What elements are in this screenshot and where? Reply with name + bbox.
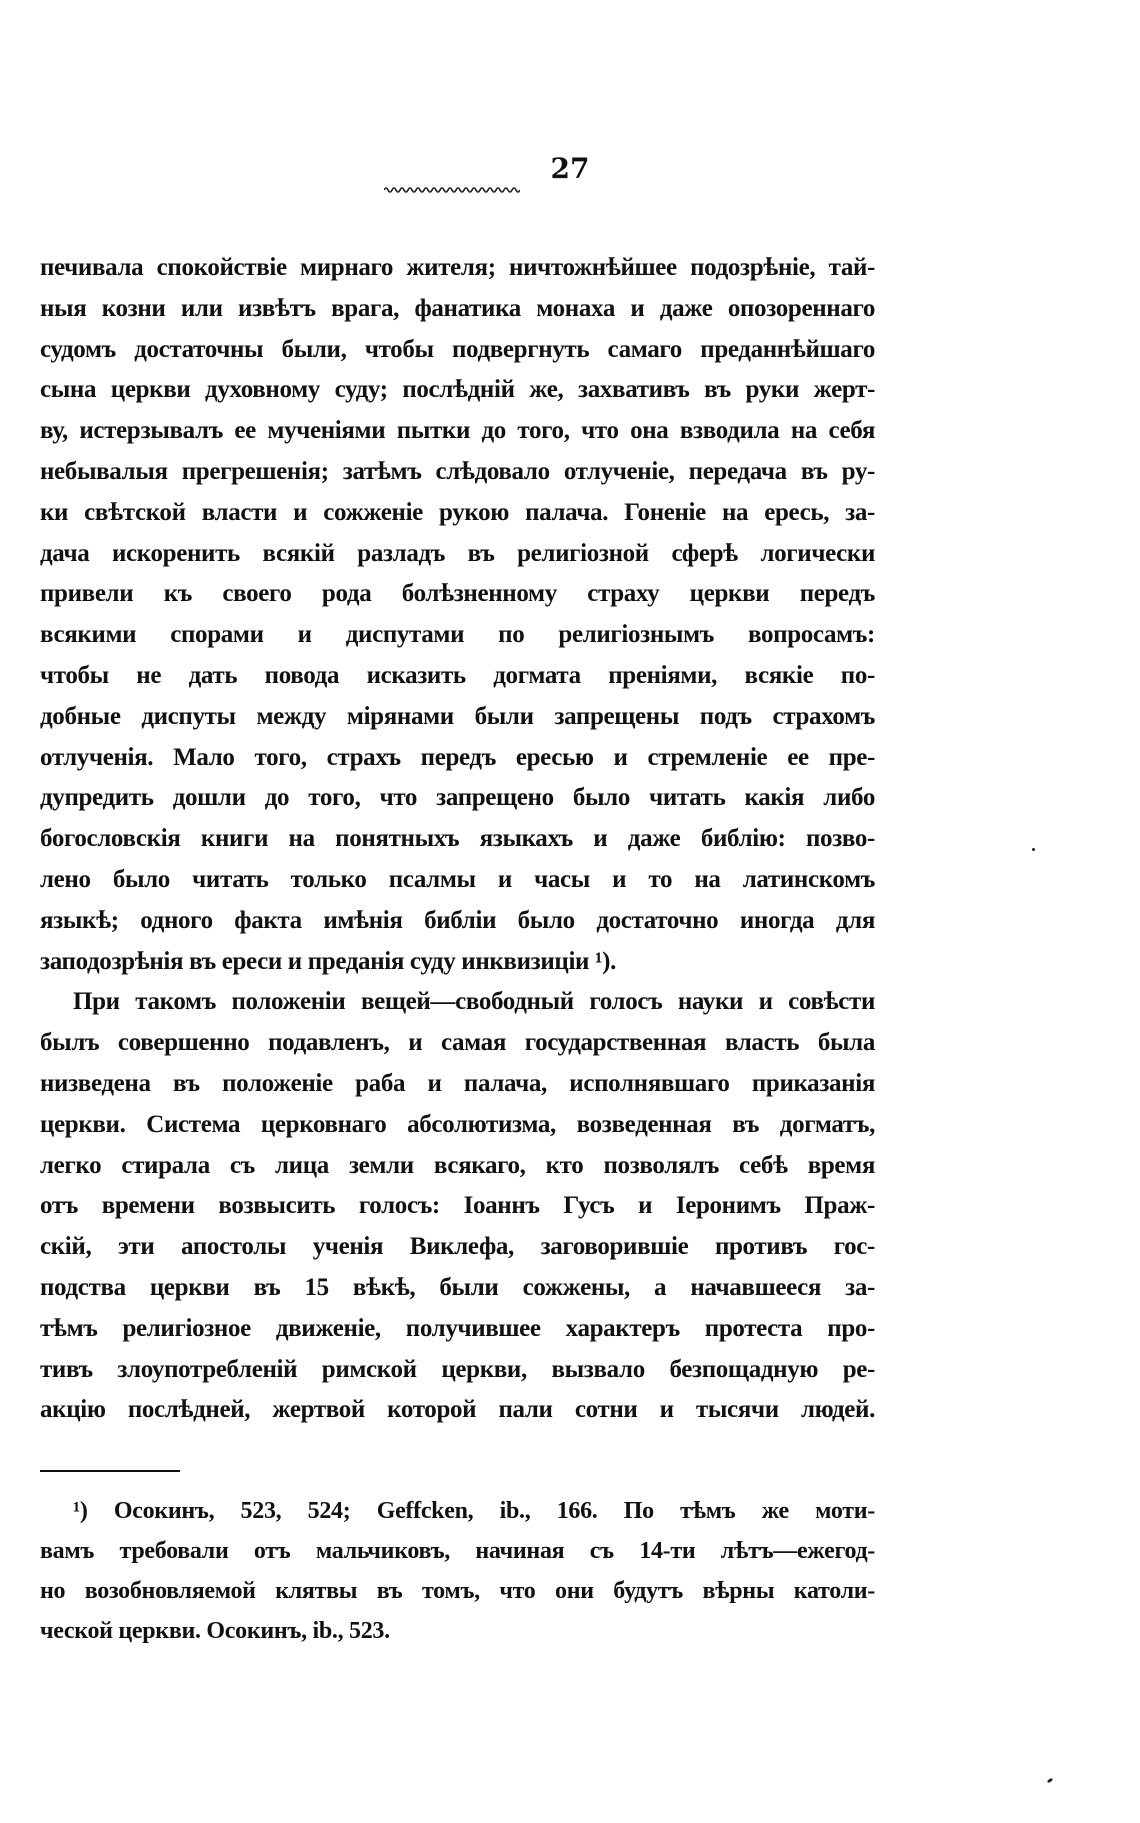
paragraph-2 (40, 982, 875, 1431)
text-line: ву, истерзывалъ ее мученіями пытки до того, что она взводила на себя (40, 417, 875, 445)
text-line: церкви. Система церковнаго абсолютизма, возведенная въ догматъ, (40, 1110, 875, 1138)
text-line: легко стирала съ лица земли всякаго, кто позволялъ себѣ время (40, 1151, 875, 1179)
text-line: ки свѣтской власти и сожженіе рукою палача. Гоненіе на ересь, за- (40, 498, 875, 526)
text-line: отъ времени возвысить голосъ: Іоаннъ Гусъ и Іеронимъ Праж- (40, 1192, 875, 1220)
footnote-line: ческой церкви. Осокинъ, ib., 523. (40, 1618, 390, 1644)
text-line: сына церкви духовному суду; послѣдній же, захвативъ въ руки жерт- (40, 376, 875, 404)
page-number: 27 (550, 152, 590, 185)
scan-speck (1032, 848, 1035, 851)
footnote-line: ¹) Осокинъ, 523, 524; Geffcken, ib., 166. По тѣмъ же моти- (73, 1498, 875, 1524)
text-line: низведена въ положеніе раба и палача, исполнявшаго приказанія (40, 1069, 875, 1097)
text-line: дупредить дошли до того, что запрещено было читать какія либо (40, 784, 875, 812)
scan-speck (1047, 1778, 1054, 1784)
footnote-line: вамъ требовали отъ мальчиковъ, начиная съ 14-ти лѣтъ—ежегод- (40, 1538, 875, 1564)
text-line: тивъ злоупотребленій римской церкви, вызвало безпощадную ре- (40, 1355, 875, 1383)
text-line: привели къ своего рода болѣзненному страху церкви передъ (40, 580, 875, 608)
text-line: всякими спорами и диспутами по религіознымъ вопросамъ: (40, 621, 875, 649)
text-line: добные диспуты между мірянами были запрещены подъ страхомъ (40, 702, 875, 730)
footnote-divider (40, 1470, 180, 1472)
text-line: чтобы не дать повода исказить догмата преніями, всякіе по- (40, 661, 875, 689)
paragraph-1 (40, 248, 875, 982)
footnote (40, 1491, 875, 1651)
text-line: былъ совершенно подавленъ, и самая государственная власть была (40, 1029, 875, 1057)
text-line: небывалыя прегрешенія; затѣмъ слѣдовало отлученіе, передача въ ру- (40, 457, 875, 485)
text-line: скій, эти апостолы ученія Виклефа, заговорившіе противъ гос- (40, 1233, 875, 1261)
main-text (40, 248, 875, 1431)
text-line: отлученія. Мало того, страхъ передъ ересью и стремленіе ее пре- (40, 743, 875, 771)
text-line: языкѣ; одного факта имѣнія библіи было достаточно иногда для (40, 906, 875, 934)
text-line: тѣмъ религіозное движеніе, получившее характеръ протеста про- (40, 1314, 875, 1342)
wavy-ornament (384, 186, 520, 194)
text-line: дача искоренить всякій разладъ въ религіозной сферѣ логически (40, 539, 875, 567)
text-line: богословскія книги на понятныхъ языкахъ и даже библію: позво- (40, 825, 875, 853)
text-line: При такомъ положеніи вещей—свободный голосъ науки и совѣсти (73, 988, 875, 1016)
text-line: лено было читать только псалмы и часы и то на латинскомъ (40, 865, 875, 893)
text-line: ныя козни или извѣтъ врага, фанатика монаха и даже опозореннаго (40, 294, 875, 322)
footnote-line: но возобновляемой клятвы въ томъ, что они будутъ вѣрны католи- (40, 1578, 875, 1604)
text-line: акцію послѣдней, жертвой которой пали сотни и тысячи людей. (40, 1396, 875, 1424)
text-line: печивала спокойствіе мирнаго жителя; ничтожнѣйшее подозрѣніе, тай- (40, 254, 875, 281)
text-line: судомъ достаточны были, чтобы подвергнуть самаго преданнѣйшаго (40, 335, 875, 363)
text-line: подства церкви въ 15 вѣкѣ, были сожжены, а начавшееся за- (40, 1273, 875, 1301)
text-line: заподозрѣнія въ ереси и преданія суду инквизиціи ¹). (40, 947, 617, 975)
